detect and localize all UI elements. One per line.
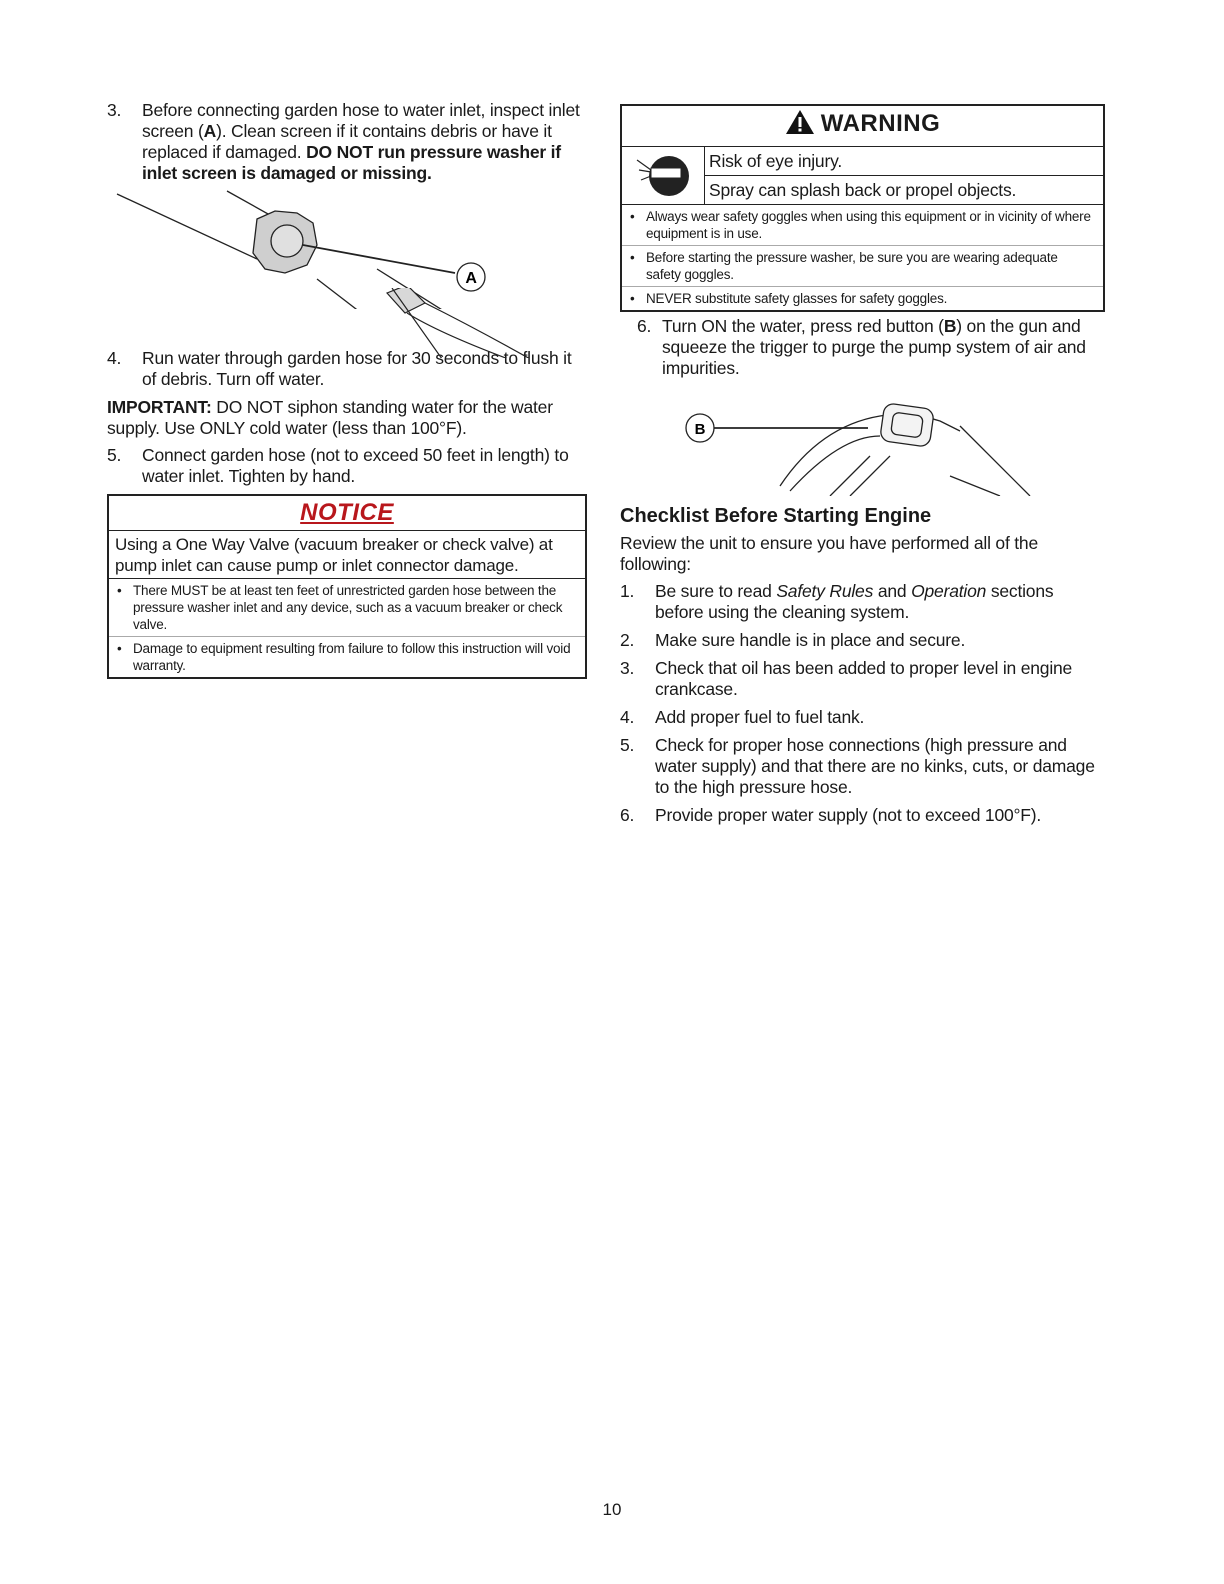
warning-bullet: • Before starting the pressure washer, be sure you are wearing adequate safety goggles. (622, 246, 1103, 287)
item-number: 5. (620, 735, 635, 755)
warning-bullet: • NEVER substitute safety glasses for safety goggles. (622, 287, 1103, 310)
eye-protection-icon (622, 147, 705, 204)
item-text: Be sure to read Safety Rules and Operation sections before using the cleaning system. (655, 581, 1054, 622)
step-6 (620, 316, 1105, 379)
checklist-item (620, 658, 1105, 700)
checklist-item (620, 707, 1105, 728)
callout-a-label: A (465, 270, 477, 287)
item-number: 1. (620, 581, 635, 601)
checklist-item (620, 735, 1105, 798)
step-text: Before connecting garden hose to water inlet, inspect inlet screen (A). Clean screen if it contains debris or have it replaced if damaged. DO NOT run pressure washer if inlet screen is damaged or missing. (142, 100, 580, 183)
item-number: 6. (620, 805, 635, 825)
gun-svg (620, 386, 1105, 496)
step-3 (107, 100, 587, 184)
warning-hazard-row (622, 147, 1103, 205)
item-text: Check that oil has been added to proper level in engine crankcase. (655, 658, 1073, 699)
item-text: Make sure handle is in place and secure. (655, 630, 966, 650)
right-column (620, 104, 1105, 833)
hose-svg (107, 288, 587, 358)
step-number: 5. (107, 445, 122, 465)
checklist-item (620, 630, 1105, 651)
warning-line-2: Spray can splash back or propel objects. (709, 180, 1017, 200)
notice-lead: Using a One Way Valve (vacuum breaker or check valve) at pump inlet can cause pump or inlet connector damage. (109, 531, 585, 579)
item-number: 3. (620, 658, 635, 678)
warning-bullet: • Always wear safety goggles when using this equipment or in vicinity of where equipment is in use. (622, 205, 1103, 246)
step-text: Connect garden hose (not to exceed 50 feet in length) to water inlet. Tighten by hand. (142, 445, 569, 486)
spray-gun-illustration (620, 386, 1105, 496)
step-number: 3. (107, 100, 122, 120)
item-text: Add proper fuel to fuel tank. (655, 707, 865, 727)
page-number: 10 (602, 1500, 622, 1519)
left-column (107, 100, 587, 679)
warning-box (620, 104, 1105, 312)
step-number: 6. (637, 316, 652, 336)
checklist-item-1 (620, 581, 1105, 623)
item-text: Provide proper water supply (not to exceed 100°F). (655, 805, 1042, 825)
warning-line-1: Risk of eye injury. (705, 147, 1103, 176)
step-5 (107, 445, 587, 487)
hose-illustration (107, 288, 587, 348)
important-note: IMPORTANT: DO NOT siphon standing water for the water supply. Use ONLY cold water (less than 100°F). (107, 397, 553, 438)
notice-title: NOTICE (109, 496, 585, 531)
inlet-screen-illustration (107, 189, 587, 304)
step-number: 4. (107, 348, 122, 368)
checklist-intro: Review the unit to ensure you have performed all of the following: (620, 533, 1038, 574)
checklist-item (620, 805, 1105, 826)
callout-b-label: B (694, 421, 706, 438)
checklist-heading: Checklist Before Starting Engine (620, 505, 932, 527)
item-number: 4. (620, 707, 635, 727)
notice-box (107, 494, 587, 679)
item-text: Check for proper hose connections (high pressure and water supply) and that there are no kinks, cuts, or damage to the high pressure hose. (655, 735, 1095, 797)
item-number: 2. (620, 630, 635, 650)
warning-title: WARNING (622, 106, 1103, 147)
warning-triangle-icon (785, 109, 815, 146)
warning-inline: DO NOT run pressure washer if inlet screen is damaged or missing. (142, 142, 561, 183)
step-text: Turn ON the water, press red button (B) on the gun and squeeze the trigger to purge the pump system of air and impurities. (662, 316, 1086, 378)
notice-bullet: • There MUST be at least ten feet of unrestricted garden hose between the pressure washer inlet and any device, such as a vacuum breaker or check valve. (109, 579, 585, 637)
step-text: Run water through garden hose for 30 seconds to flush it of debris. Turn off water. (142, 348, 572, 389)
notice-bullet: • Damage to equipment resulting from failure to follow this instruction will void warranty. (109, 637, 585, 677)
